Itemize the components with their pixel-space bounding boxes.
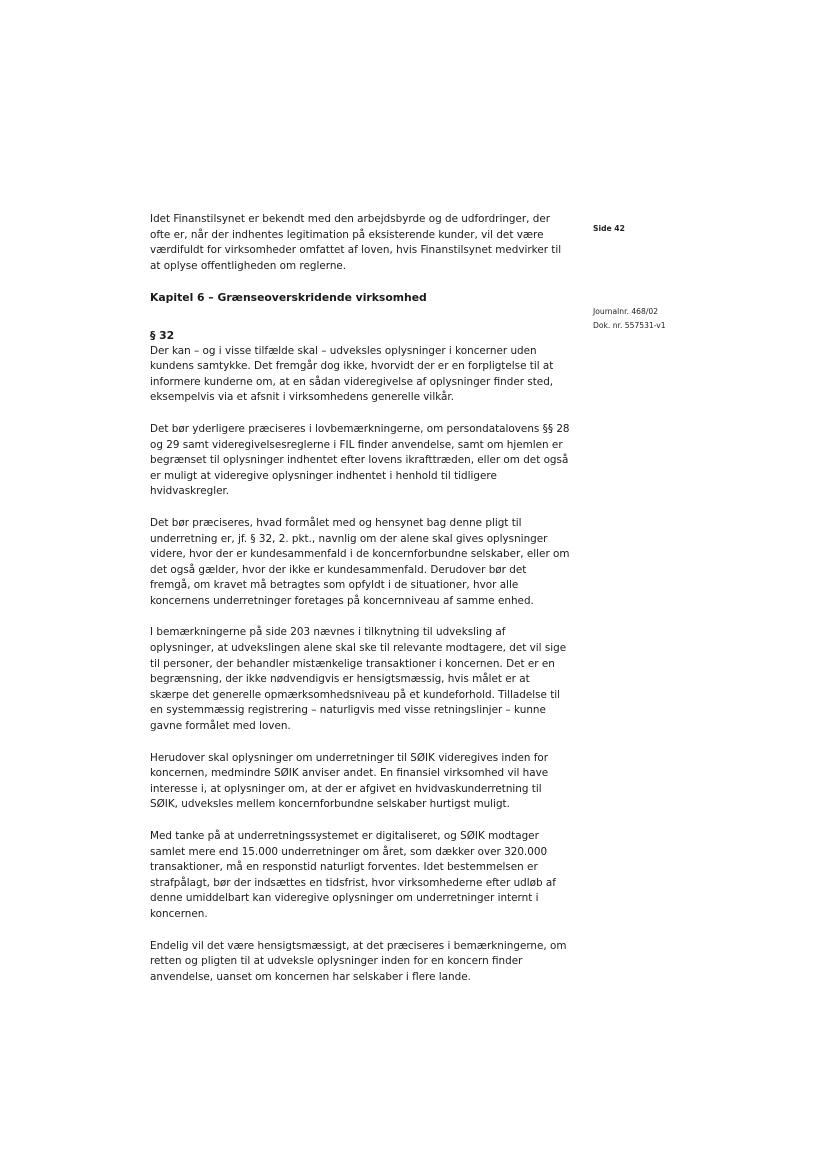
body-paragraph-2: Det bør yderligere præciseres i lovbemærkningerne, om persondatalovens §§ 28 og 29 samt videregivelsesreglerne i FIL finder anvendelse, samt om hjemlen er begrænset til oplysninger indhentet efter lovens ikrafttræden, eller om det også er muligt at videregive oplysninger indhentet i henhold til tidligere hvidvaskregler.: [150, 422, 570, 498]
journal-number: Journalnr. 468/02: [593, 307, 659, 316]
page-number: Side 42: [593, 224, 625, 233]
document-number: Dok. nr. 557531-v1: [593, 321, 666, 330]
chapter-heading: Kapitel 6 – Grænseoverskridende virksomhed: [150, 291, 427, 305]
main-text-column: [150, 212, 570, 1001]
body-paragraph-7: Endelig vil det være hensigtsmæssigt, at det præciseres i bemærkningerne, om retten og pligten til at udveksle oplysninger inden for en koncern finder anvendelse, uanset om koncernen har selskaber i flere lande.: [150, 939, 567, 983]
body-paragraph-6: Med tanke på at underretningssystemet er digitaliseret, og SØIK modtager samlet mere end 15.000 underretninger om året, som dækker over 320.000 transaktioner, må en responstid naturligt forventes. Idet bestemmelsen er strafpålagt, bør der indsættes en tidsfrist, hvor virksomhederne efter udløb af denne umiddelbart kan videregive oplysninger om underretninger internt i koncernen.: [150, 830, 556, 920]
section-heading: § 32: [150, 328, 175, 342]
reference-block: [593, 305, 666, 333]
body-paragraph-1: Der kan – og i visse tilfælde skal – udveksles oplysninger i koncerner uden kundens samtykke. Det fremgår dog ikke, hvorvidt der er en forpligtelse til at informere kunderne om, at en sådan videregivelse af oplysninger finder sted, eksempelvis via et afsnit i virksomhedens generelle vilkår.: [150, 344, 554, 404]
body-paragraph-4: I bemærkningerne på side 203 nævnes i tilknytning til udveksling af oplysninger, at udvekslingen alene skal ske til relevante modtagere, det vil sige til personer, der behandler mistænkelige transaktioner i koncernen. Det er en begrænsning, der ikke nødvendigvis er hensigtsmæssig, hvis målet er at skærpe det generelle opmærksomhedsniveau på et kundeforhold. Tilladelse til en systemmæssig registrering – naturligvis med visse retningslinjer – kunne gavne formålet med loven.: [150, 626, 567, 733]
intro-paragraph: Idet Finanstilsynet er bekendt med den arbejdsbyrde og de udfordringer, der ofte er, når der indhentes legitimation på eksisterende kunder, vil det være værdifuldt for virksomheder omfattet af loven, hvis Finanstilsynet medvirker til at oplyse offentligheden om reglerne.: [150, 213, 562, 272]
body-paragraph-5: Herudover skal oplysninger om underretninger til SØIK videregives inden for koncernen, medmindre SØIK anviser andet. En finansiel virksomhed vil have interesse i, at oplysninger om, at der er afgivet en hvidvaskunderretning til SØIK, udveksles mellem koncernforbundne selskaber hurtigst muligt.: [150, 751, 549, 811]
body-paragraph-3: Det bør præciseres, hvad formålet med og hensynet bag denne pligt til underretning er, jf. § 32, 2. pkt., navnlig om der alene skal gives oplysninger videre, hvor der er kundesammenfald i de koncernforbundne selskaber, eller om det også gælder, hvor der ikke er kundesammenfald. Derudover bør det fremgå, om kravet må betragtes som opfyldt i de situationer, hvor alle koncernens underretninger foretages på koncernniveau af samme enhed.: [150, 516, 570, 607]
